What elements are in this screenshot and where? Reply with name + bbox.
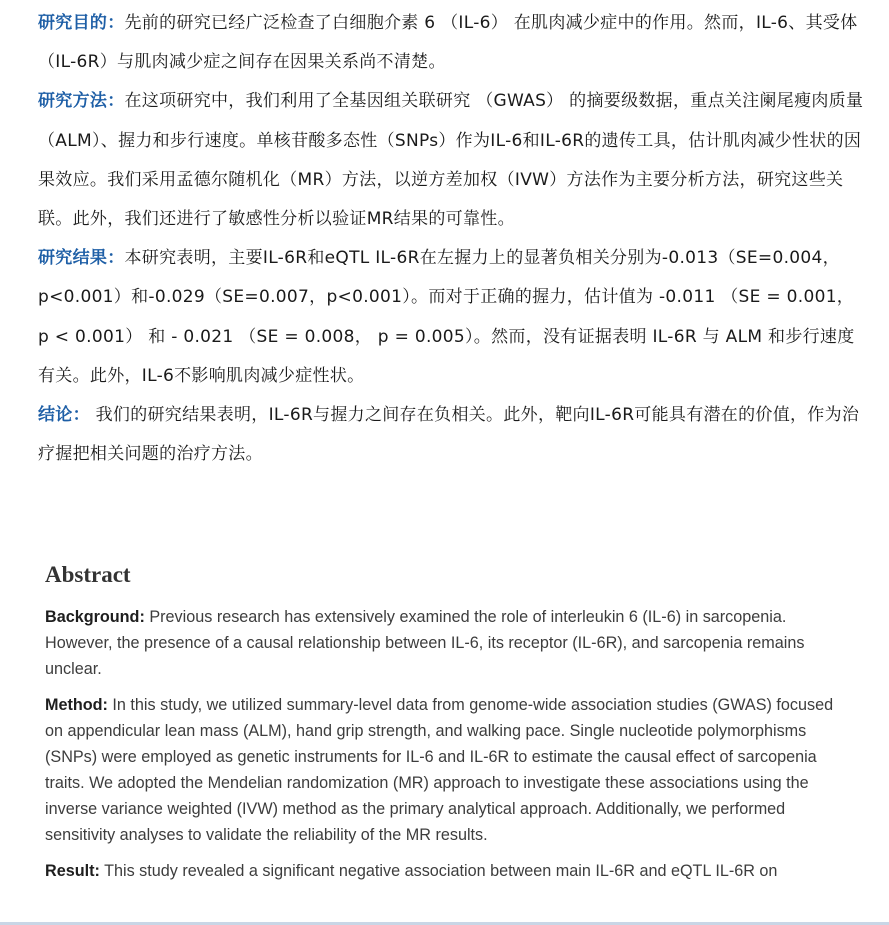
cn-method-paragraph — [38, 82, 868, 239]
en-method-text: In this study, we utilized summary-level data from genome-wide association studies (GWAS) focused on appendicular lean mass (ALM), hand grip strength, and walking pace. Single nucleotide polymorphisms (SNPs) were employed as genetic instruments for IL-6 and IL-6R to estimate the causal effect of sarcopenia traits. We adopted the Mendelian randomization (MR) approach to investigate these associations using the inverse variance weighted (IVW) method as the primary analytical approach. Additionally, we performed sensitivity analyses to validate the reliability of the MR results. — [45, 696, 834, 844]
cn-result-paragraph — [38, 239, 868, 396]
en-background-text: Previous research has extensively examined the role of interleukin 6 (IL-6) in sarcopenia. However, the presence of a causal relationship between IL-6, its receptor (IL-6R), and sarcopenia remains unclear. — [45, 608, 805, 678]
cn-conclusion-label: 结论： — [38, 405, 90, 426]
en-result-paragraph — [45, 858, 835, 884]
cn-conclusion-paragraph — [38, 396, 868, 474]
cn-result-label: 研究结果： — [38, 248, 125, 269]
cn-method-text: 在这项研究中，我们利用了全基因组关联研究 （GWAS） 的摘要级数据，重点关注阑尾瘦肉质量 （ALM）、握力和步行速度。单核苷酸多态性（SNPs）作为IL-6和IL-6R的遗传工具，估计肌肉减少性状的因果效应。我们采用孟德尔随机化（MR）方法，以逆方差加权（IVW）方法作为主要分析方法，研究这些关联。此外，我们还进行了敏感性分析以验证MR结果的可靠性。 — [38, 91, 864, 230]
en-background-paragraph — [45, 604, 835, 682]
cn-purpose-label: 研究目的： — [38, 13, 125, 33]
cn-purpose-paragraph — [38, 4, 868, 82]
cn-conclusion-text: 我们的研究结果表明，IL-6R与握力之间存在负相关。此外，靶向IL-6R可能具有潜在的价值，作为治疗握把相关问题的治疗方法。 — [38, 405, 860, 465]
english-abstract — [45, 560, 835, 894]
chinese-abstract — [38, 4, 868, 474]
en-result-label: Result: — [45, 862, 100, 880]
en-result-text: This study revealed a significant negative association between main IL-6R and eQTL IL-6R on — [99, 862, 778, 880]
cn-purpose-text: 先前的研究已经广泛检查了白细胞介素 6 （IL-6） 在肌肉减少症中的作用。然而，IL-6、其受体（IL-6R）与肌肉减少症之间存在因果关系尚不清楚。 — [38, 13, 858, 73]
en-method-paragraph — [45, 692, 835, 848]
en-background-label: Background: — [45, 608, 145, 626]
cn-result-text: 本研究表明，主要IL-6R和eQTL IL-6R在左握力上的显著负相关分别为-0.013（SE=0.004，p<0.001）和-0.029（SE=0.007，p<0.001）。而对于正确的握力，估计值为 -0.011 （SE = 0.001， p < 0.001） 和 - 0.021 （SE = 0.008， p = 0.005）。然而，没有证据表明 IL-6R 与 ALM 和步行速度有关。此外，IL-6不影响肌肉减少症性状。 — [38, 248, 855, 386]
abstract-heading: Abstract — [45, 562, 131, 587]
en-method-label: Method: — [45, 696, 108, 714]
cn-method-label: 研究方法： — [38, 91, 125, 112]
